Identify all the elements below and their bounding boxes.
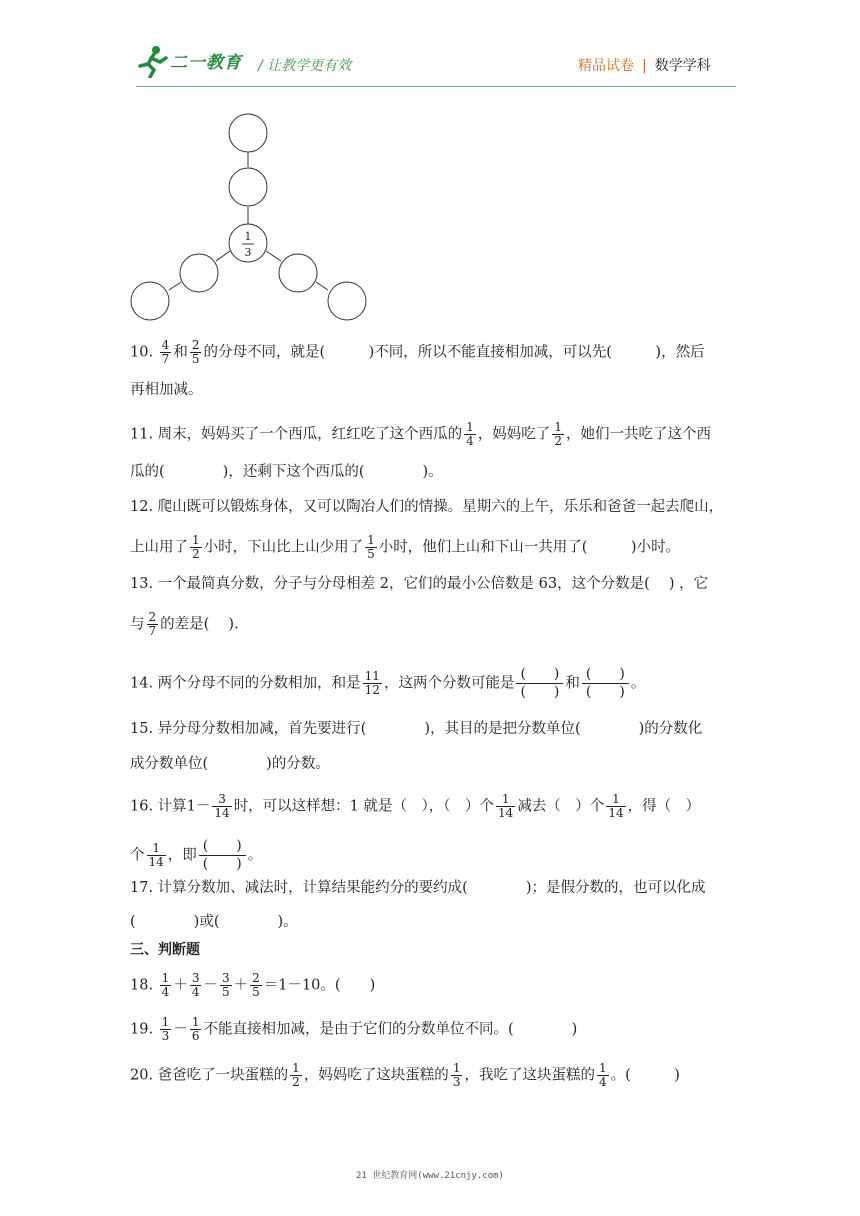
- question-11-line2: 瓜的( )，还剩下这个西瓜的( )。: [130, 464, 443, 480]
- fraction: $\frac{1}{4}$: [161, 971, 170, 999]
- blank-fraction[interactable]: ( ) ( ): [516, 666, 563, 701]
- circle-diagram: [126, 106, 372, 326]
- fraction: $\frac{3}{14}$: [214, 792, 230, 820]
- header-separator: |: [642, 58, 647, 74]
- logo-text: 二一教育: [170, 53, 242, 73]
- fraction: $\frac{2}{5}$: [191, 338, 200, 366]
- question-13: 13. 一个最简真分数，分子与分母相差 2，它们的最小公倍数是 63，这个分数是( ) ，它: [130, 576, 709, 592]
- fraction: $\frac{1}{14}$: [148, 841, 164, 869]
- fraction: $\frac{1}{5}$: [367, 533, 375, 561]
- question-17-line2: ( )或( )。: [130, 914, 298, 930]
- fraction: $\frac{3}{5}$: [221, 971, 230, 999]
- diagram-circle-right-outer: [328, 282, 366, 320]
- fraction: $\frac{4}{7}$: [161, 338, 170, 366]
- fraction: $\frac{1}{2}$: [192, 533, 200, 561]
- question-14: 14. 两个分母不同的分数相加，和是 $\frac{11}{12}$ ，这两个分数可能是 ( ) ( ) 和 ( ) ( ) 。: [130, 666, 646, 700]
- question-number: 10.: [130, 344, 154, 361]
- fraction: $\frac{1}{14}$: [498, 792, 514, 820]
- fraction: $\frac{1}{4}$: [598, 1061, 607, 1089]
- diagram-circle-upper: [229, 168, 267, 206]
- center-numerator: 1: [244, 230, 252, 243]
- question-15-line2: 成分数单位( )的分数。: [130, 756, 330, 772]
- fraction: $\frac{1}{6}$: [191, 1015, 200, 1043]
- fraction: $\frac{1}{4}$: [466, 420, 474, 448]
- question-10: 10. $\frac{4}{7}$ 和 $\frac{2}{5}$ 的分母不同，就是( )不同，所以不能直接相加减，可以先( )，然后: [130, 338, 705, 366]
- blank-fraction[interactable]: ( ) ( ): [582, 666, 629, 701]
- question-16: 16. 计算1－ $\frac{3}{14}$ 时，可以这样想：1 就是（ ），（ ）个 $\frac{1}{14}$ 减去（ ）个 $\frac{1}{14}$ ，得（ ）: [130, 792, 701, 820]
- fraction: $\frac{3}{4}$: [191, 971, 200, 999]
- center-denominator: 3: [244, 246, 252, 259]
- question-12: 12. 爬山既可以锻炼身体，又可以陶冶人们的情操。星期六的上午，乐乐和爸爸一起去爬山，: [130, 499, 724, 515]
- question-20: 20. 爸爸吃了一块蛋糕的 $\frac{1}{2}$ ，妈妈吃了这块蛋糕的 $\frac{1}{3}$ ，我吃了这块蛋糕的 $\frac{1}{4}$ 。( ): [130, 1061, 680, 1089]
- footer: 21 世纪教育网(www.21cnjy.com): [356, 1171, 504, 1181]
- question-18: 18. $\frac{1}{4}$ ＋ $\frac{3}{4}$ － $\frac{3}{5}$ ＋ $\frac{2}{5}$ ＝1－10。( ): [130, 971, 376, 999]
- header-label: 精品试卷: [578, 58, 634, 74]
- question-12-line2: 上山用了 $\frac{1}{2}$ 小时，下山比上山少用了 $\frac{1}{5}$ 小时，他们上山和下山一共用了( )小时。: [130, 533, 681, 561]
- section-title: 三、判断题: [130, 942, 200, 958]
- fraction: $\frac{1}{14}$: [608, 792, 624, 820]
- diagram-circle-top: [229, 114, 267, 152]
- header-rule: [136, 86, 736, 87]
- fraction: $\frac{2}{7}$: [148, 610, 157, 638]
- question-15: 15. 异分母分数相加减，首先要进行( )，其目的是把分数单位( )的分数化: [130, 721, 703, 737]
- diagram-circle-left-outer: [131, 282, 169, 320]
- question-11: 11. 周末，妈妈买了一个西瓜，红红吃了这个西瓜的 $\frac{1}{4}$ ，妈妈吃了 $\frac{1}{2}$ ，她们一共吃了这个西: [130, 420, 711, 448]
- fraction: $\frac{2}{5}$: [252, 971, 260, 999]
- question-13-line2: 与 $\frac{2}{7}$ 的差是( ).: [130, 610, 239, 638]
- diagram-circle-left-inner: [180, 254, 218, 292]
- question-17: 17. 计算分数加、减法时，计算结果能约分的要约成( )；是假分数的，也可以化成: [130, 880, 706, 896]
- question-16-line2: 个 $\frac{1}{14}$ ，即 ( ) ( ) 。: [130, 838, 263, 872]
- header-subject: 数学学科: [654, 58, 711, 74]
- header-right: [578, 55, 711, 75]
- logo: [136, 44, 248, 80]
- fraction: $\frac{1}{3}$: [452, 1061, 461, 1089]
- question-10-line2: 再相加减。: [130, 382, 203, 398]
- slogan: / 让教学更有效: [258, 58, 352, 74]
- fraction: $\frac{11}{12}$: [364, 669, 380, 697]
- fraction: $\frac{1}{2}$: [554, 420, 562, 448]
- blank-fraction[interactable]: ( ) ( ): [199, 838, 246, 873]
- diagram-circle-right-inner: [279, 254, 317, 292]
- fraction: $\frac{1}{3}$: [161, 1015, 170, 1043]
- fraction: $\frac{1}{2}$: [292, 1061, 300, 1089]
- runner-icon: [136, 44, 170, 78]
- question-19: 19. $\frac{1}{3}$ － $\frac{1}{6}$ 不能直接相加减，是由于它们的分数单位不同。( ): [130, 1015, 578, 1043]
